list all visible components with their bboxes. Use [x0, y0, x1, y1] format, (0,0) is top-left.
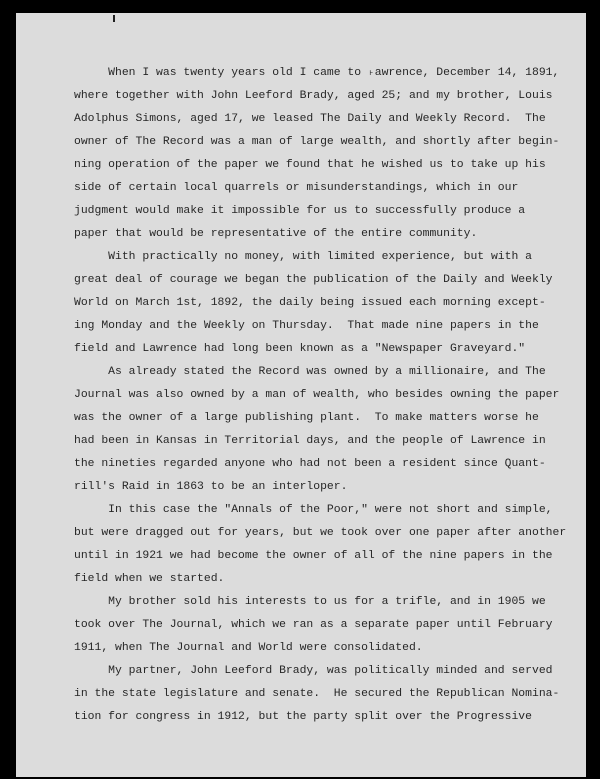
text-line: owner of The Record was a man of large wealth, and shortly after begin-: [74, 136, 560, 148]
text-line: in the state legislature and senate. He secured the Republican Nomina-: [74, 688, 560, 700]
text-line: great deal of courage we began the publication of the Daily and Weekly: [74, 274, 553, 286]
text-line: Adolphus Simons, aged 17, we leased The Daily and Weekly Record. The: [74, 113, 546, 125]
text-line: the nineties regarded anyone who had not been a resident since Quant-: [74, 458, 546, 470]
text-line: was the owner of a large publishing plant. To make matters worse he: [74, 412, 539, 424]
text-line: field when we started.: [74, 573, 225, 585]
typewritten-page: [16, 13, 586, 777]
text-line: judgment would make it impossible for us to successfully produce a: [74, 205, 526, 217]
text-line: rill's Raid in 1863 to be an interloper.: [74, 481, 348, 493]
text-line: tion for congress in 1912, but the party split over the Progressive: [74, 711, 532, 723]
text-line: had been in Kansas in Territorial days, and the people of Lawrence in: [74, 435, 546, 447]
text-line: In this case the "Annals of the Poor," were not short and simple,: [74, 504, 553, 516]
text-line: side of certain local quarrels or misunderstandings, which in our: [74, 182, 519, 194]
typewriter-mark: [113, 15, 115, 22]
text-line: My brother sold his interests to us for a trifle, and in 1905 we: [74, 596, 546, 608]
text-line: until in 1921 we had become the owner of all of the nine papers in the: [74, 550, 553, 562]
text-line: My partner, John Leeford Brady, was politically minded and served: [74, 665, 553, 677]
text-line: field and Lawrence had long been known as a "Newspaper Graveyard.": [74, 343, 526, 355]
text-line: World on March 1st, 1892, the daily being issued each morning except-: [74, 297, 546, 309]
text-line: ning operation of the paper we found that he wished us to take up his: [74, 159, 546, 171]
text-line: When I was twenty years old I came to ˫awrence, December 14, 1891,: [74, 67, 560, 79]
text-line: ing Monday and the Weekly on Thursday. That made nine papers in the: [74, 320, 539, 332]
text-line: took over The Journal, which we ran as a separate paper until February: [74, 619, 553, 631]
text-line: 1911, when The Journal and World were consolidated.: [74, 642, 423, 654]
text-line: paper that would be representative of the entire community.: [74, 228, 478, 240]
text-line: With practically no money, with limited experience, but with a: [74, 251, 532, 263]
text-line: Journal was also owned by a man of wealth, who besides owning the paper: [74, 389, 560, 401]
text-line: where together with John Leeford Brady, aged 25; and my brother, Louis: [74, 90, 553, 102]
text-line: but were dragged out for years, but we took over one paper after another: [74, 527, 567, 539]
text-line: As already stated the Record was owned by a millionaire, and The: [74, 366, 546, 378]
